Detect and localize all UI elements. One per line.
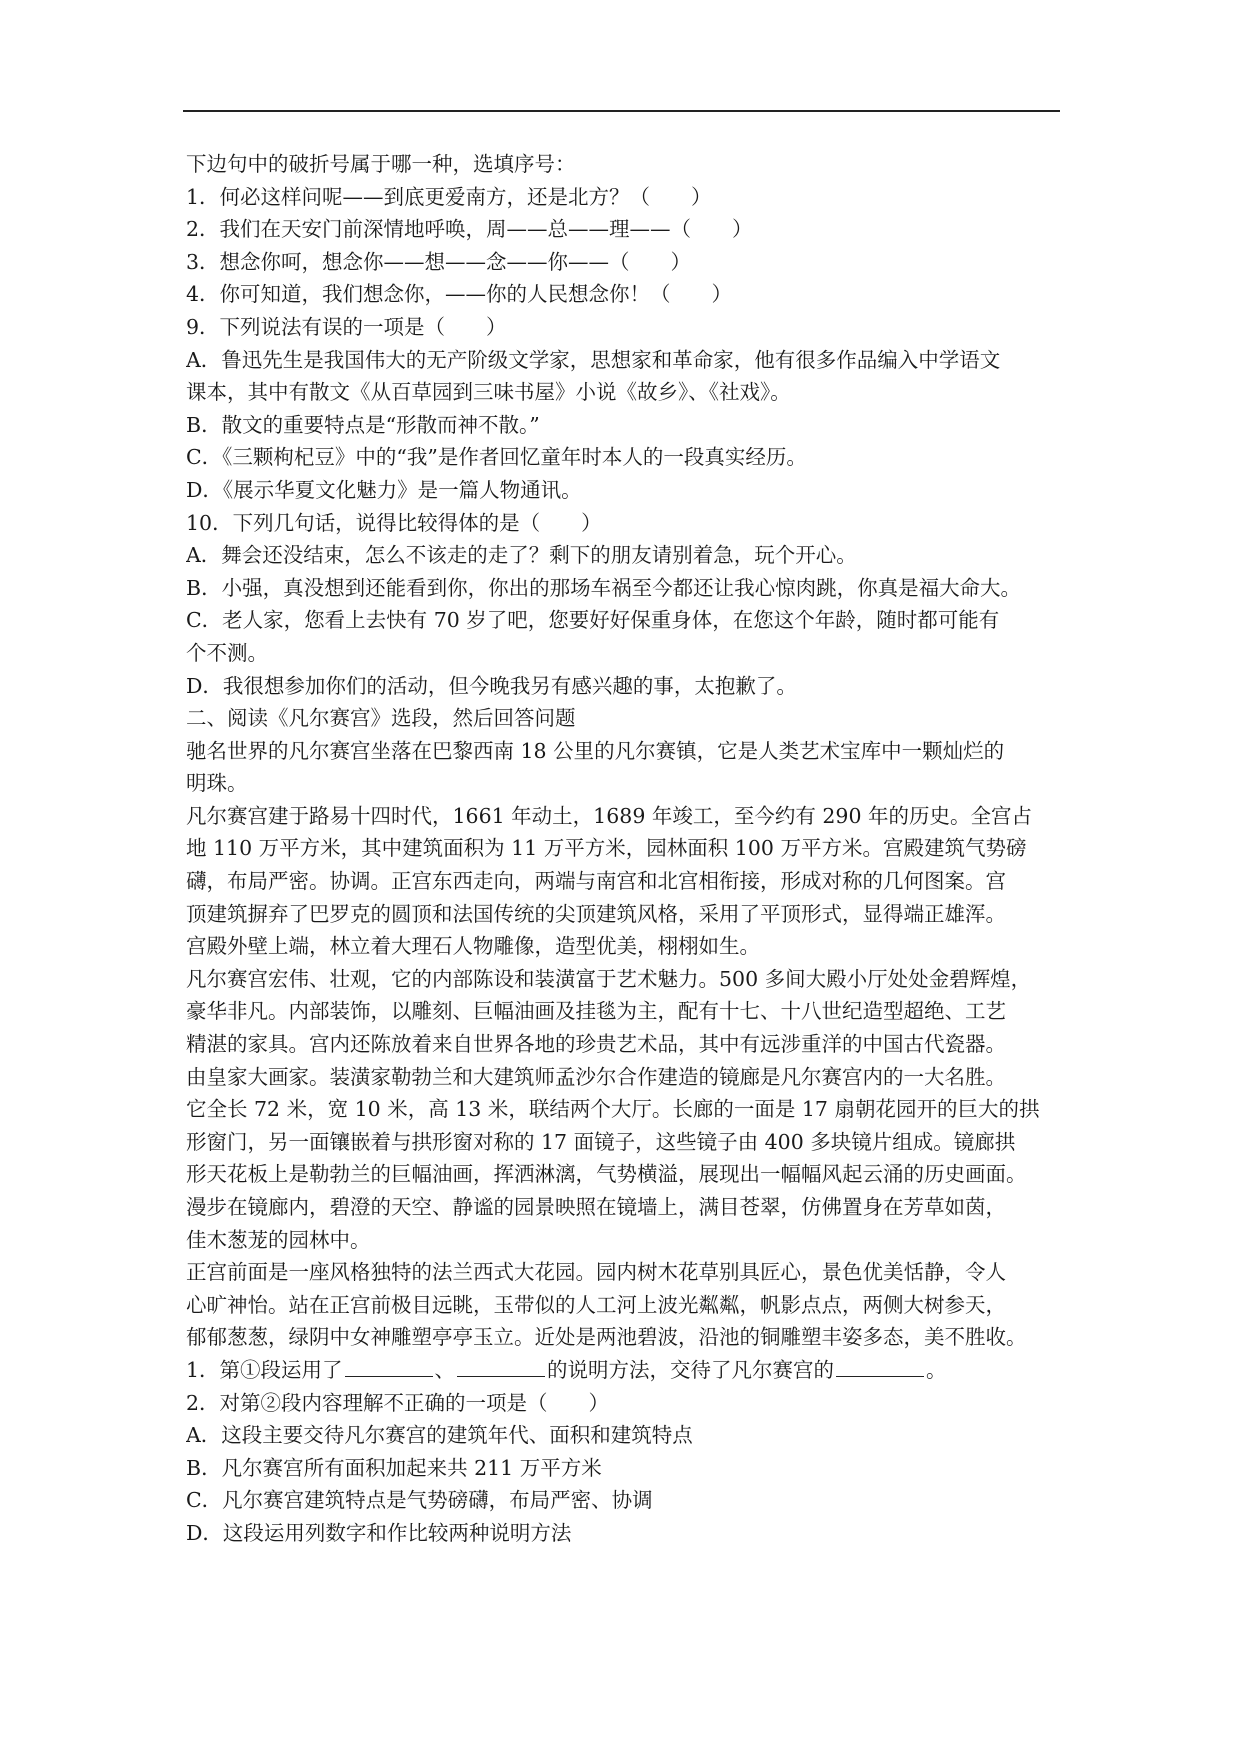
passage-line: 明珠。 <box>186 771 248 796</box>
passage-line: 心旷神怡。站在正宫前极目远眺，玉带似的人工河上波光粼粼，帆影点点，两侧大树参天， <box>186 1292 1006 1317</box>
passage-line: 宫殿外壁上端，林立着大理石人物雕像，造型优美，栩栩如生。 <box>186 934 760 959</box>
question-1-fill-in <box>186 1354 1056 1387</box>
q1-text-part4: 。 <box>926 1357 947 1382</box>
passage-line: 形天花板上是勒勃兰的巨幅油画，挥洒淋漓，气势横溢，展现出一幅幅风起云涌的历史画面。 <box>186 1162 1027 1187</box>
question-2: 2．对第②段内容理解不正确的一项是（ ） <box>186 1390 610 1415</box>
q1-text-part1: 1．第①段运用了 <box>186 1357 343 1382</box>
text-line: 2．我们在天安门前深情地呼唤，周——总——理——（ ） <box>186 217 753 242</box>
option-c: C．《三颗枸杞豆》中的“我”是作者回忆童年时本人的一段真实经历。 <box>186 445 807 470</box>
passage-line: 形窗门，另一面镶嵌着与拱形窗对称的 17 面镜子，这些镜子由 400 多块镜片组成。镜廊拱 <box>186 1129 1016 1154</box>
passage-line: 凡尔赛宫建于路易十四时代，1661 年动土，1689 年竣工，至今约有 290 年的历史。全宫占 <box>186 803 1033 828</box>
option-b: B．小强，真没想到还能看到你，你出的那场车祸至今都还让我心惊肉跳，你真是福大命大。 <box>186 575 1022 600</box>
passage-line: 正宫前面是一座风格独特的法兰西式大花园。园内树木花草别具匠心，景色优美恬静，令人 <box>186 1260 1006 1285</box>
passage-line: 由皇家大画家。装潢家勒勃兰和大建筑师孟沙尔合作建造的镜廊是凡尔赛宫内的一大名胜。 <box>186 1064 1006 1089</box>
passage-line: 驰名世界的凡尔赛宫坐落在巴黎西南 18 公里的凡尔赛镇，它是人类艺术宝库中一颗灿烂的 <box>186 738 1005 763</box>
q1-text-part3: 的说明方法，交待了凡尔赛宫的 <box>547 1357 835 1382</box>
passage-line: 礴，布局严密。协调。正宫东西走向，两端与南宫和北宫相衔接，形成对称的几何图案。宫 <box>186 869 1006 894</box>
option-d: D．我很想参加你们的活动，但今晚我另有感兴趣的事，太抱歉了。 <box>186 673 797 698</box>
passage-line: 漫步在镜廊内，碧澄的天空、静谧的园景映照在镜墙上，满目苍翠，仿佛置身在芳草如茵， <box>186 1195 1006 1219</box>
option-d: D．这段运用列数字和作比较两种说明方法 <box>186 1520 572 1545</box>
section-heading: 二、阅读《凡尔赛宫》选段，然后回答问题 <box>186 706 576 731</box>
option-b: B．散文的重要特点是“形散而神不散。” <box>186 412 540 437</box>
answer-blank-3[interactable] <box>836 1358 924 1377</box>
question-9: 9．下列说法有误的一项是（ ） <box>186 314 507 339</box>
passage-line: 精湛的家具。宫内还陈放着来自世界各地的珍贵艺术品，其中有远涉重洋的中国古代瓷器。 <box>186 1032 1006 1057</box>
answer-blank-2[interactable] <box>457 1358 545 1377</box>
passage-line: 佳木葱茏的园林中。 <box>186 1227 371 1252</box>
question-10: 10．下列几句话，说得比较得体的是（ ） <box>186 510 602 535</box>
text-line: 4．你可知道，我们想念你，——你的人民想念你！（ ） <box>186 282 733 307</box>
text-line: 1．何必这样问呢——到底更爱南方，还是北方？（ ） <box>186 184 712 209</box>
text-line: 课本，其中有散文《从百草园到三味书屋》小说《故乡》、《社戏》。 <box>186 380 791 405</box>
passage-line: 豪华非凡。内部装饰，以雕刻、巨幅油画及挂毯为主，配有十七、十八世纪造型超绝、工艺 <box>186 999 1006 1024</box>
text-line: 个不测。 <box>186 640 268 665</box>
option-a: A．舞会还没结束，怎么不该走的走了？剩下的朋友请别着急，玩个开心。 <box>186 543 857 568</box>
passage-line: 它全长 72 米，宽 10 米，高 13 米，联结两个大厅。长廊的一面是 17 扇朝花园开的巨大的拱 <box>186 1097 1040 1122</box>
option-d: D．《展示华夏文化魅力》是一篇人物通讯。 <box>186 477 582 502</box>
q1-text-part2: 、 <box>434 1357 456 1382</box>
text-line: 下边句中的破折号属于哪一种，选填序号： <box>186 152 576 176</box>
passage-line: 顶建筑摒弃了巴罗克的圆顶和法国传统的尖顶建筑风格，采用了平顶形式，显得端正雄浑。 <box>186 901 1006 926</box>
option-c: C．凡尔赛宫建筑特点是气势磅礴，布局严密、协调 <box>186 1488 653 1513</box>
option-a: A．这段主要交待凡尔赛宫的建筑年代、面积和建筑特点 <box>186 1423 693 1448</box>
passage-line: 郁郁葱葱，绿阴中女神雕塑亭亭玉立。近处是两池碧波，沿池的铜雕塑丰姿多态，美不胜收。 <box>186 1325 1027 1350</box>
answer-blank-1[interactable] <box>345 1358 433 1377</box>
option-a: A．鲁迅先生是我国伟大的无产阶级文学家，思想家和革命家，他有很多作品编入中学语文 <box>186 347 1001 372</box>
passage-line: 凡尔赛宫宏伟、壮观，它的内部陈设和装潢富于艺术魅力。500 多间大殿小厅处处金碧辉煌， <box>186 966 1032 991</box>
passage-line: 地 110 万平方米，其中建筑面积为 11 万平方米，园林面积 100 万平方米。宫殿建筑气势磅 <box>186 836 1027 861</box>
option-b: B．凡尔赛宫所有面积加起来共 211 万平方米 <box>186 1455 602 1480</box>
header-rule <box>183 110 1060 112</box>
option-c: C．老人家，您看上去快有 70 岁了吧，您要好好保重身体，在您这个年龄，随时都可能有 <box>186 608 1000 633</box>
document-body <box>186 148 1056 1550</box>
text-line: 3．想念你呵，想念你——想——念——你——（ ） <box>186 249 692 274</box>
